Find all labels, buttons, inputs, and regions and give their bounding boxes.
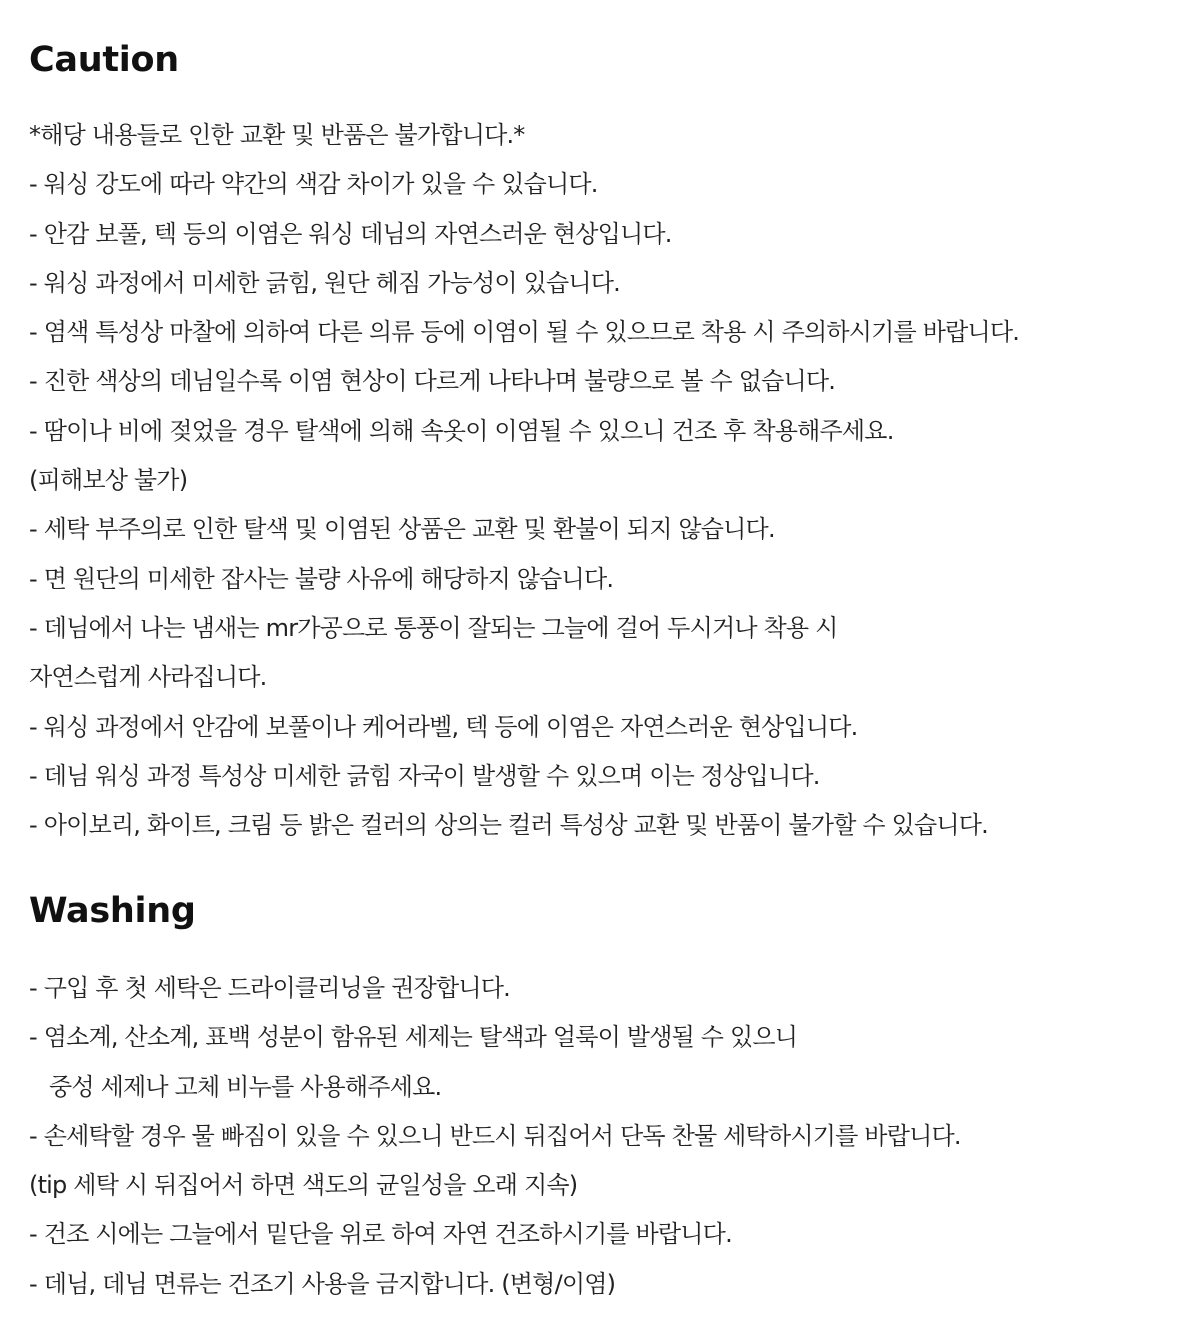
washing-line: - 건조 시에는 그늘에서 밑단을 위로 하여 자연 건조하시기를 바랍니다. [29, 1220, 732, 1249]
caution-line: - 데님 워싱 과정 특성상 미세한 긁힘 자국이 발생할 수 있으며 이는 정상입니다. [29, 761, 820, 790]
washing-line: - 손세탁할 경우 물 빠짐이 있을 수 있으니 반드시 뒤집어서 단독 찬물 세탁하시기를 바랍니다. [29, 1121, 961, 1150]
washing-line: (tip 세탁 시 뒤집어서 하면 색도의 균일성을 오래 지속) [29, 1171, 578, 1200]
caution-line: - 워싱 과정에서 안감에 보풀이나 케어라벨, 텍 등에 이염은 자연스러운 현상입니다. [29, 712, 858, 741]
washing-list [29, 964, 961, 1309]
washing-heading: Washing [29, 891, 196, 931]
caution-line: - 안감 보풀, 텍 등의 이염은 워싱 데님의 자연스러운 현상입니다. [29, 219, 672, 248]
caution-line: (피해보상 불가) [29, 466, 188, 495]
caution-line: - 염색 특성상 마찰에 의하여 다른 의류 등에 이염이 될 수 있으므로 착용 시 주의하시기를 바랍니다. [29, 318, 1020, 347]
caution-line: - 땀이나 비에 젖었을 경우 탈색에 의해 속옷이 이염될 수 있으니 건조 후 착용해주세요. [29, 416, 894, 445]
caution-line: 자연스럽게 사라집니다. [29, 663, 267, 692]
caution-heading: Caution [29, 40, 179, 80]
caution-line: *해당 내용들로 인한 교환 및 반품은 불가합니다.* [29, 121, 525, 149]
caution-line: - 면 원단의 미세한 잡사는 불량 사유에 해당하지 않습니다. [29, 564, 614, 593]
washing-line: - 데님, 데님 면류는 건조기 사용을 금지합니다. (변형/이염) [29, 1269, 616, 1298]
caution-line: - 데님에서 나는 냄새는 mr가공으로 통풍이 잘되는 그늘에 걸어 두시거나 착용 시 [29, 613, 838, 642]
washing-line: - 염소계, 산소계, 표백 성분이 함유된 세제는 탈색과 얼룩이 발생될 수 있으니 [29, 1023, 798, 1052]
caution-list [29, 111, 1019, 850]
caution-line: - 워싱 강도에 따라 약간의 색감 차이가 있을 수 있습니다. [29, 170, 598, 199]
caution-line: - 세탁 부주의로 인한 탈색 및 이염된 상품은 교환 및 환불이 되지 않습니다. [29, 515, 775, 544]
washing-line: - 구입 후 첫 세탁은 드라이클리닝을 권장합니다. [29, 974, 510, 1002]
caution-line: - 진한 색상의 데님일수록 이염 현상이 다르게 나타나며 불량으로 볼 수 없습니다. [29, 367, 836, 396]
washing-line: 중성 세제나 고체 비누를 사용해주세요. [49, 1072, 442, 1101]
caution-line: - 아이보리, 화이트, 크림 등 밝은 컬러의 상의는 컬러 특성상 교환 및 반품이 불가할 수 있습니다. [29, 811, 988, 840]
caution-line: - 워싱 과정에서 미세한 긁힘, 원단 헤짐 가능성이 있습니다. [29, 268, 620, 297]
